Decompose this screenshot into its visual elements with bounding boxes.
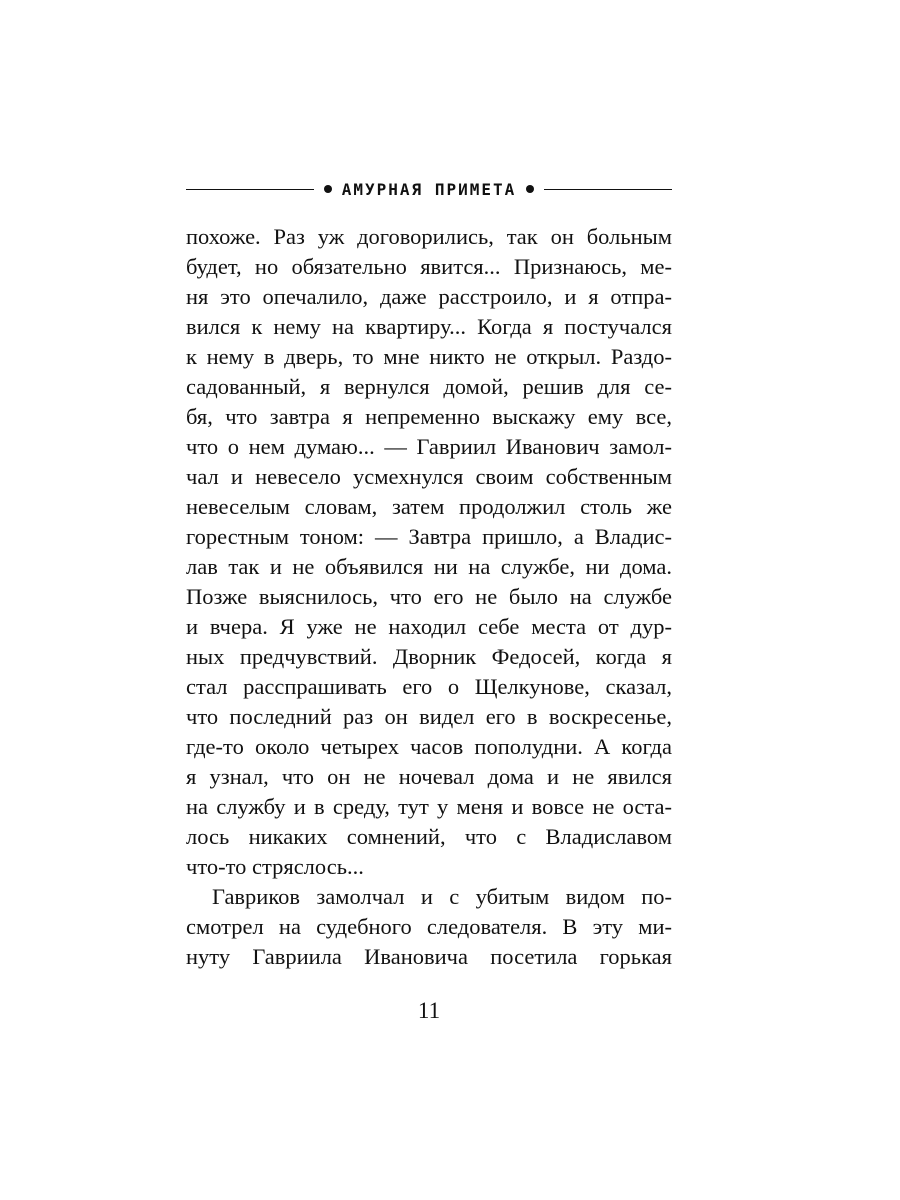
text-line: где-то около четырех часов пополудни. А когда <box>186 734 672 759</box>
running-header <box>186 176 672 202</box>
text-line: ных предчувствий. Дворник Федосей, когда я <box>186 644 672 669</box>
text-line: стал расспрашивать его о Щелкунове, сказал, <box>186 674 672 699</box>
text-line: я узнал, что он не ночевал дома и не явился <box>186 764 672 789</box>
header-rule-left <box>186 189 314 190</box>
text-line: похоже. Раз уж договорились, так он больным <box>186 224 672 249</box>
text-line: вился к нему на квартиру... Когда я постучался <box>186 314 672 339</box>
running-title: АМУРНАЯ ПРИМЕТА <box>341 179 517 199</box>
header-bullet-right <box>526 185 534 193</box>
header-bullet-left <box>324 185 332 193</box>
text-line: на службу и в среду, тут у меня и вовсе не оста- <box>186 794 672 819</box>
text-line: невеселым словам, затем продолжил столь же <box>186 494 672 519</box>
text-line: что-то стряслось... <box>186 854 364 879</box>
text-line: что последний раз он видел его в воскресенье, <box>186 704 672 729</box>
text-line: бя, что завтра я непременно выскажу ему все, <box>186 404 672 429</box>
text-line: садованный, я вернулся домой, решив для се- <box>186 374 672 399</box>
text-line: Гавриков замолчал и с убитым видом по- <box>212 884 672 909</box>
text-line: что о нем думаю... — Гавриил Иванович замол- <box>186 434 672 459</box>
text-line: Позже выяснилось, что его не было на службе <box>186 584 672 609</box>
page-number: 11 <box>417 998 441 1023</box>
text-line: лав так и не объявился ни на службе, ни дома. <box>186 554 672 579</box>
text-line: горестным тоном: — Завтра пришло, а Владис- <box>186 524 672 549</box>
body-text <box>186 222 672 972</box>
text-line: к нему в дверь, то мне никто не открыл. Раздо- <box>186 344 672 369</box>
text-line: смотрел на судебного следователя. В эту ми- <box>186 914 672 939</box>
text-line: будет, но обязательно явится... Признаюсь, ме- <box>186 254 672 279</box>
text-line: ня это опечалило, даже расстроило, и я отпра- <box>186 284 672 309</box>
text-line: чал и невесело усмехнулся своим собственным <box>186 464 672 489</box>
text-line: нуту Гавриила Ивановича посетила горькая <box>186 944 672 969</box>
text-line: и вчера. Я уже не находил себе места от дур- <box>186 614 672 639</box>
header-rule-right <box>544 189 672 190</box>
text-line: лось никаких сомнений, что с Владиславом <box>186 824 672 849</box>
